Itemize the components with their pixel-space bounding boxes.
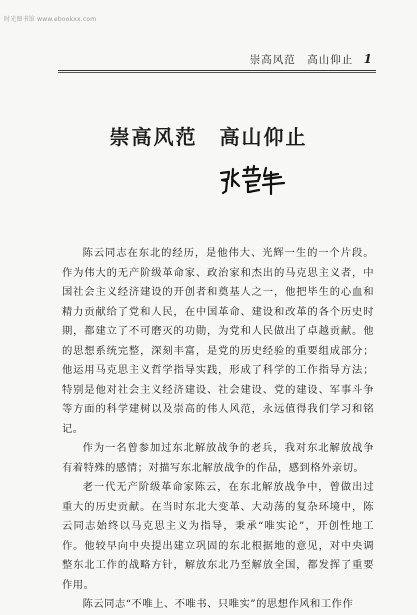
signature-handwriting bbox=[218, 164, 290, 200]
paragraph: 陈云同志“不唯上、不唯书、只唯实”的思想作风和工作作 bbox=[82, 598, 354, 610]
paragraph: 陈云同志在东北的经历，是他伟大、光辉一生的一个片段。作为伟大的无产阶级革命家、政治家和杰出的马克思主义者，中国社会主义经济建设的开创者和奠基人之一，他把毕生的心血和精力贡献给了党和人民，在中国革命、建设和改革的各个历史时期，都建立了不可磨灭的功勋，为党和人民做出了卓越贡献。他的思想系统完整，深刻丰富，是党的历史经验的重要组成部分；他运用马克思主义哲学指导实践，形成了科学的工作指导方法；特别是他对社会主义经济建设、社会建设、党的建设、军事斗争等方面的科学建树以及崇高的伟人风范，永远值得我们学习和铭记。 bbox=[62, 247, 374, 435]
paragraph: 老一代无产阶级革命家陈云，在东北解放战争中，曾做出过重大的历史贡献。在当时东北大变革、大动荡的复杂环境中，陈云同志始终以马克思主义为指导，秉承“唯实论”，开创性地工作。他较早向中央提出建立巩固的东北根据地的意见，对中央调整东北工作的战略方针，解放东北乃至解放全国，都发挥了重要作用。 bbox=[62, 481, 374, 591]
running-head bbox=[0, 52, 373, 67]
article-body bbox=[62, 244, 374, 615]
paragraph: 作为一名曾参加过东北解放战争的老兵，我对东北解放战争有着特殊的感情；对描写东北解放战争的作品，感到格外亲切。 bbox=[62, 442, 374, 474]
article-title: 崇高风范 高山仰止 bbox=[109, 125, 308, 149]
running-head-title: 崇高风范 高山仰止 bbox=[249, 54, 354, 66]
watermark-text: 时光图书馆 www.ebookxx.com bbox=[4, 16, 97, 23]
header-rule bbox=[58, 70, 376, 71]
header-rule-thin bbox=[58, 72, 376, 73]
author-signature bbox=[218, 164, 290, 200]
page-number: 1 bbox=[363, 52, 373, 66]
